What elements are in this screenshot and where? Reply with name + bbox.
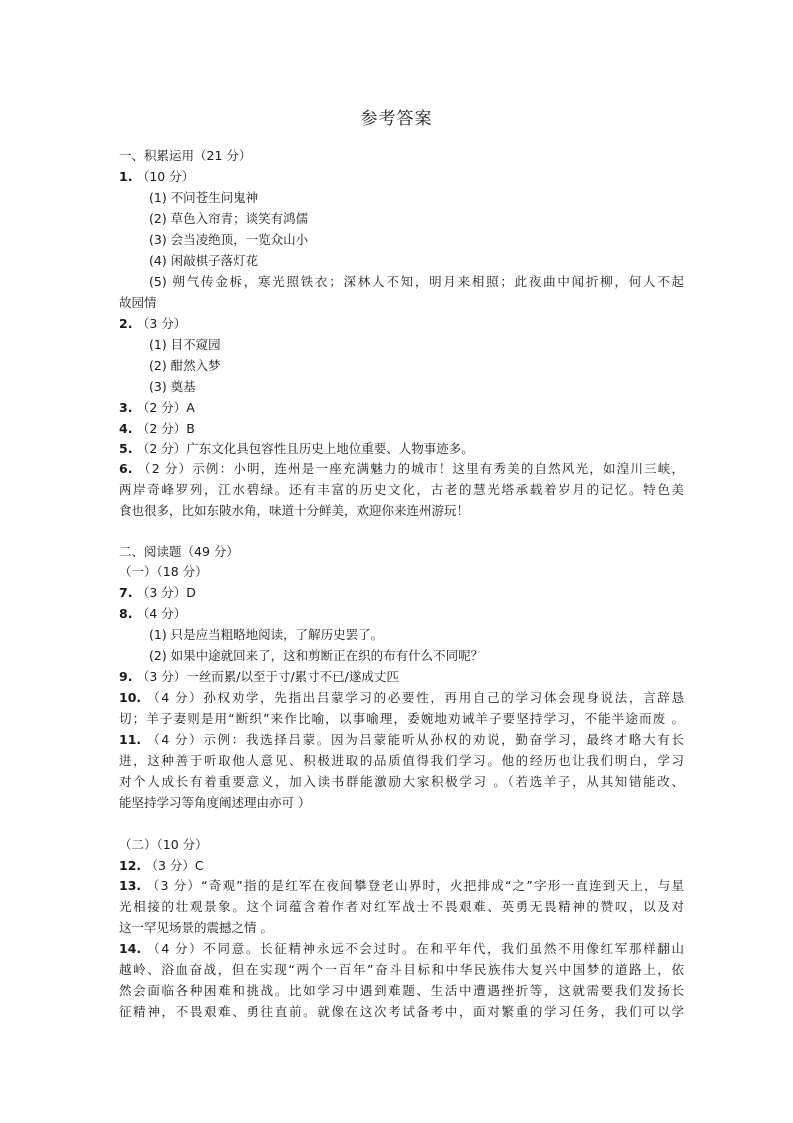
answer-line [149, 378, 196, 396]
question-number: 7. [119, 585, 137, 600]
answer-text: （4 分）孙权劝学，先指出吕蒙学习的必要性，再用自己的学习体会现身说法，言辞恳 [147, 690, 684, 705]
answer-line [119, 543, 239, 561]
answer-text: (1) 目不窥园 [149, 337, 221, 352]
answer-text: （4 分）不同意。长征精神永远不会过时。在和平年代，我们虽然不用像红军那样翻山 [147, 941, 684, 956]
answer-text: (5) 朔气传金柝，寒光照铁衣；深林人不知，明月来相照；此夜曲中闻折柳，何人不起 [149, 274, 684, 289]
answer-text: (1) 不问苍生问鬼神 [149, 190, 259, 205]
answer-text: 越岭、浴血奋战，但在实现“两个一百年”奋斗目标和中华民族伟大复兴中国梦的道路上，依 [119, 962, 684, 977]
answer-text: （4 分） [136, 606, 187, 621]
answer-line [119, 689, 684, 707]
answer-line [119, 605, 186, 623]
answer-line [119, 710, 684, 728]
answer-line [119, 877, 684, 895]
question-number: 4. [119, 421, 137, 436]
answer-text: （3 分）C [145, 858, 204, 873]
answer-line [119, 315, 186, 333]
answer-line [149, 626, 383, 644]
answer-line [119, 668, 399, 686]
answer-text: 二、阅读题（49 分） [119, 544, 239, 559]
question-number: 14. [119, 941, 148, 956]
answer-text: （2 分）A [136, 400, 195, 415]
question-number: 1. [119, 169, 137, 184]
answer-line [149, 189, 258, 207]
answer-text: 光相接的壮观景象。这个词蕴含着作者对红军战士不畏艰难、英勇无畏精神的赞叹，以及对 [119, 899, 684, 914]
answer-line [119, 563, 208, 581]
answer-line [119, 502, 469, 520]
answer-text: （3 分） [136, 316, 187, 331]
question-number: 13. [119, 878, 147, 893]
question-number: 2. [119, 316, 137, 331]
answer-line [149, 252, 258, 270]
question-number: 10. [119, 690, 148, 705]
answer-line [119, 773, 684, 791]
question-number: 3. [119, 400, 137, 415]
answer-line [119, 440, 474, 458]
answer-line [149, 231, 308, 249]
answer-text: 然会面临各种困难和挑战。比如学习中遇到难题、生活中遭遇挫折等，这就需要我们发扬长 [119, 983, 684, 998]
answer-text: (2) 如果中途就回来了，这和剪断正在织的布有什么不同呢？ [149, 648, 484, 663]
answer-text: （10 分） [136, 169, 195, 184]
answer-text: (2) 草色入帘青；谈笑有鸿儒 [149, 211, 309, 226]
answer-line [119, 399, 195, 417]
page-title: 参考答案 [360, 109, 433, 129]
answer-line [119, 794, 310, 812]
answer-text: 进，这种善于听取他人意见、积极进取的品质值得我们学习。他的经历也让我们明白，学习 [119, 753, 684, 768]
question-number: 6. [119, 461, 138, 476]
answer-line [119, 961, 684, 979]
answer-text: 征精神，不畏艰难、勇往直前。就像在这次考试备考中，面对繁重的学习任务，我们可以学 [119, 1004, 684, 1019]
answer-line [149, 273, 684, 291]
answer-line [119, 420, 195, 438]
answer-line [119, 584, 196, 602]
question-number: 11. [119, 732, 148, 747]
answer-line [119, 460, 684, 478]
answer-line [149, 357, 221, 375]
answer-text: 切；羊子妻则是用“断织”来作比喻，以事喻理，委婉地劝诫羊子要坚持学习，不能半途而废 。 [119, 711, 684, 726]
answer-text: 一、积累运用（21 分） [119, 148, 252, 163]
answer-line [119, 982, 684, 1000]
answer-text: （2 分）广东文化具包容性且历史上地位重要、人物事迹多。 [136, 441, 474, 456]
question-number: 8. [119, 606, 137, 621]
answer-text: (2) 酣然入梦 [149, 358, 221, 373]
answer-text: (3) 会当凌绝顶，一览众山小 [149, 232, 309, 247]
answer-text: （3 分）“奇观”指的是红军在夜间攀登老山界时，火把排成“之”字形一直连到天上，与星 [146, 878, 684, 893]
answer-text: （3 分）一丝而累/以至于寸/累寸不已/遂成丈匹 [136, 669, 399, 684]
question-number: 12. [119, 858, 146, 873]
answer-line [119, 294, 157, 312]
answer-text: （4 分）示例：我选择吕蒙。因为吕蒙能听从孙权的劝说，勤奋学习，最终才略大有长 [147, 732, 684, 747]
answer-line [149, 210, 308, 228]
answer-text: 食也很多，比如东陂水角，味道十分鲜美，欢迎你来连州游玩！ [119, 503, 470, 518]
answer-text: （二）（10 分） [119, 837, 208, 852]
answer-text: （2 分）示例：小明，连州是一座充满魅力的城市！这里有秀美的自然风光，如湟川三峡， [138, 461, 684, 476]
answer-line [119, 940, 684, 958]
answer-text: 对个人成长有着重要意义，加入读书群能激励大家积极学习 。（若选羊子，从其知错能改、 [119, 774, 684, 789]
answer-line [119, 898, 684, 916]
answer-text: (3) 奠基 [149, 379, 196, 394]
answer-line [119, 168, 194, 186]
answer-text: 两岸奇峰罗列，江水碧绿。还有丰富的历史文化，古老的慧光塔承载着岁月的记忆。特色美 [119, 482, 684, 497]
question-number: 5. [119, 441, 137, 456]
answer-line [119, 752, 684, 770]
question-number: 9. [119, 669, 137, 684]
answer-text: （2 分）B [136, 421, 195, 436]
answer-text: 能坚持学习等角度阐述理由亦可 ） [119, 795, 311, 810]
answer-line [119, 919, 273, 937]
answer-text: 这一罕见场景的震撼之情 。 [119, 920, 273, 935]
answer-line [119, 731, 684, 749]
answer-line [149, 336, 221, 354]
answer-line [149, 647, 483, 665]
answer-line [119, 481, 684, 499]
answer-line [119, 147, 251, 165]
answer-line [119, 857, 204, 875]
answer-text: 故园情 [119, 295, 157, 310]
answer-text: （一）（18 分） [119, 564, 208, 579]
answer-line [119, 1003, 684, 1021]
answer-line [119, 836, 208, 854]
answer-text: （3 分）D [136, 585, 196, 600]
answer-text: (4) 闲敲棋子落灯花 [149, 253, 259, 268]
answer-text: (1) 只是应当粗略地阅读，了解历史罢了。 [149, 627, 384, 642]
